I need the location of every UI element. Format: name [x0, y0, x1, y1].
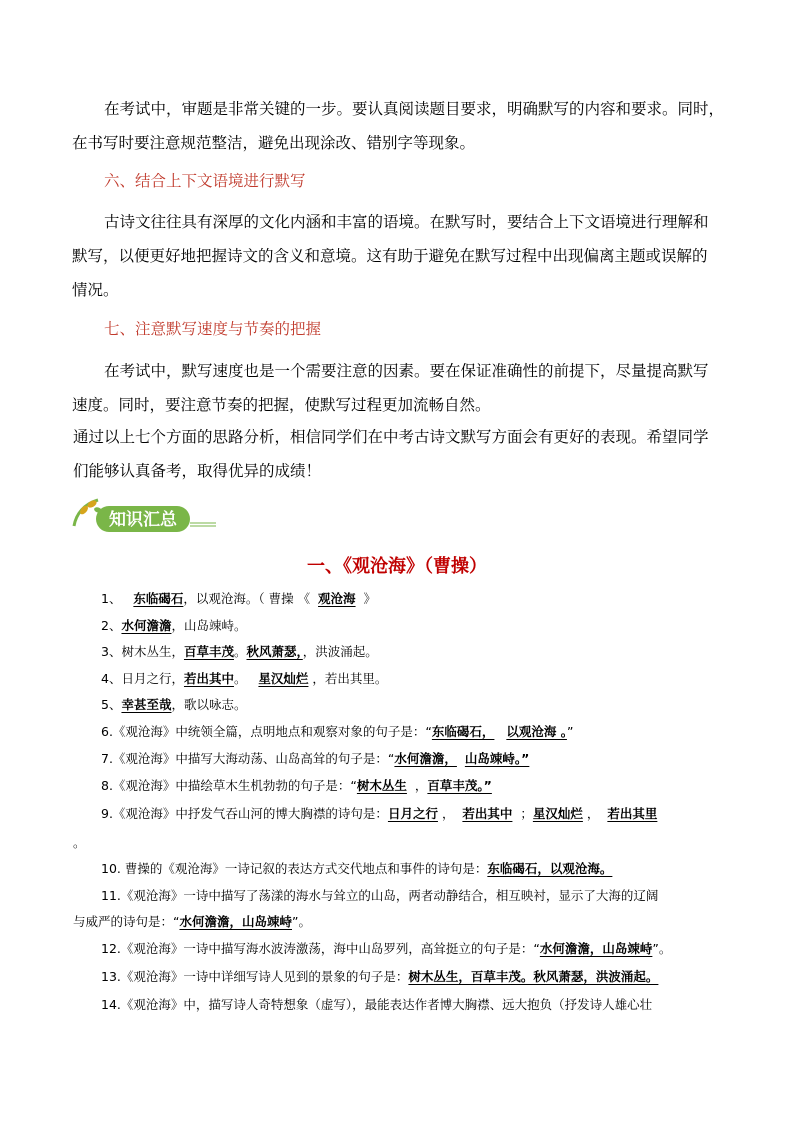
list-item-2: 2、水何澹澹，山岛竦峙。 [101, 618, 247, 633]
list-item-14: 14.《观沧海》中，描写诗人奇特想象（虚写），最能表达作者博大胸襟、远大抱负（抒发诗人雄心壮 [101, 997, 653, 1012]
intro-paragraph-3: 在考试中，默写速度也是一个需要注意的因素。要在保证准确性的前提下，尽量提高默写 速度。同时，要注意节奏的把握，使默写过程更加流畅自然。 [72, 362, 709, 414]
intro-paragraph-2: 古诗文往往具有深厚的文化内涵和丰富的语境。在默写时，要结合上下文语境进行理解和 默写，以便更好地把握诗文的含义和意境。这有助于避免在默写过程中出现偏离主题或误解的 情况。 [72, 213, 709, 299]
badge-label: 知识汇总 [109, 510, 177, 530]
list-item-8: 8.《观沧海》中描绘草木生机勃勃的句子是：“树木丛生 ，百草丰茂。” [101, 778, 492, 793]
intro-paragraph-4: 通过以上七个方面的思路分析，相信同学们在中考古诗文默写方面会有更好的表现。希望同学 们能够认真备考，取得优异的成绩！ [73, 428, 709, 480]
list-item-3: 3、树木丛生，百草丰茂。秋风萧瑟，，洪波涌起。 [101, 644, 378, 659]
list-item-11: 11.《观沧海》一诗中描写了荡漾的海水与耸立的山岛，两者动静结合，相互映衬，显示了大海的辽阔 [101, 888, 659, 903]
list-item-12: 12.《观沧海》一诗中描写海水波涛激荡，海中山岛罗列，高耸挺立的句子是：“水何澹澹，山岛竦峙”。 [101, 941, 672, 956]
list-item-7: 7.《观沧海》中描写大海动荡、山岛高耸的句子是：“水何澹澹， 山岛竦峙。” [101, 751, 530, 766]
intro-paragraph-1: 在考试中，审题是非常关键的一步。要认真阅读题目要求，明确默写的内容和要求。同时， 在书写时要注意规范整洁，避免出现涂改、错别字等现象。 [72, 100, 725, 152]
section-heading-7: 七、注意默写速度与节奏的把握 [104, 320, 322, 338]
list-item-4: 4、日月之行，若出其中。 星汉灿烂 ，若出其里。 [101, 671, 388, 686]
list-item-11-continuation: 与威严的诗句是：“水何澹澹，山岛竦峙”。 [73, 914, 311, 929]
list-item-10: 10. 曹操的《观沧海》一诗记叙的表达方式交代地点和事件的诗句是：东临碣石，以观沧海。 [101, 861, 613, 876]
section-heading-6: 六、结合上下文语境进行默写 [104, 172, 306, 190]
list-item-1: 1、 东临碣石，以观沧海。（ 曹操 《 观沧海 》 [101, 591, 377, 606]
section-title: 一、《观沧海》（曹操） [307, 556, 487, 577]
list-item-5: 5、幸甚至哉，歌以咏志。 [101, 697, 247, 712]
list-item-13: 13.《观沧海》一诗中详细写诗人见到的景象的句子是：树木丛生，百草丰茂。秋风萧瑟，洪波涌起。 [101, 969, 659, 984]
list-item-6: 6.《观沧海》中统领全篇，点明地点和观察对象的句子是：“东临碣石， 以观沧海 。” [101, 724, 574, 739]
list-item-9: 9.《观沧海》中抒发气吞山河的博大胸襟的诗句是：日月之行 ， 若出其中 ；星汉灿烂 ， 若出其里 [101, 806, 658, 821]
list-item-9-continuation: 。 [73, 835, 86, 850]
knowledge-summary-badge [70, 496, 220, 538]
